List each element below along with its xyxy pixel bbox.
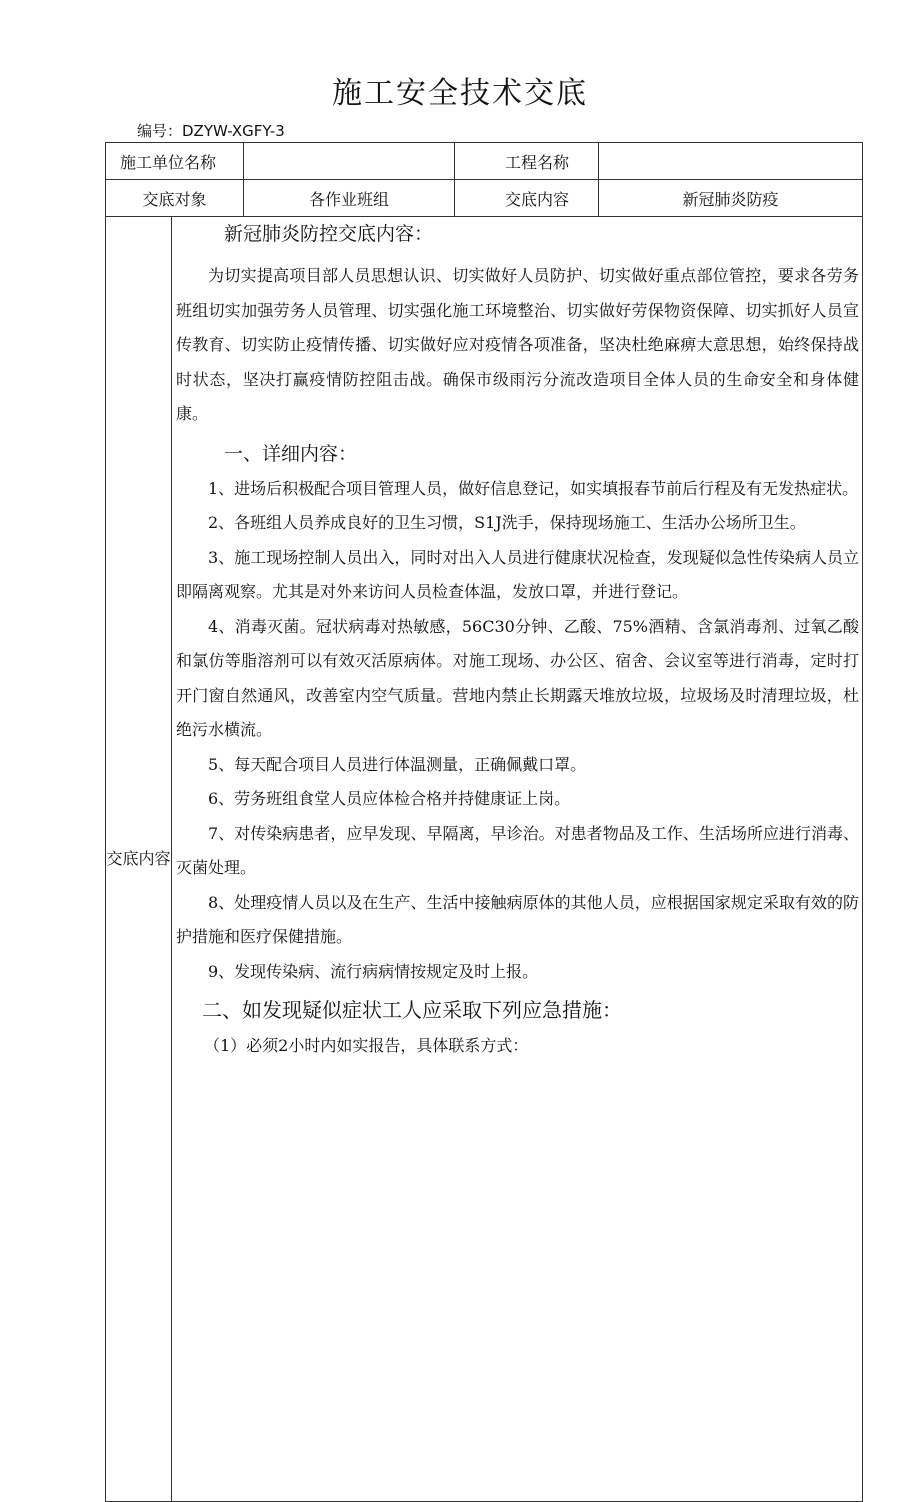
document-code: 编号：DZYW-XGFY-3 <box>137 122 285 140</box>
intro-paragraph: 为切实提高项目部人员思想认识、切实做好人员防护、切实做好重点部位管控，要求各劳务班组切实加强劳务人员管理、切实强化施工环境整治、切实做好劳保物资保障、切实抓好人员宣传教育、切实防止疫情传播、切实做好应对疫情各项准备，坚决杜绝麻痹大意思想，始终保持战时状态，坚决打赢疫情防控阻击战。确保市级雨污分流改造项目全体人员的生命安全和身体健康。 <box>176 266 860 423</box>
content-heading: 新冠肺炎防控交底内容： <box>224 223 434 245</box>
project-name-value[interactable] <box>599 143 863 180</box>
detail-item-7: 7、对传染病患者，应早发现、早隔离，早诊治。对患者物品及工作、生活场所应进行消毒、灭菌处理。 <box>176 823 860 877</box>
section-1-heading: 一、详细内容： <box>224 442 358 465</box>
detail-item-2: 2、各班组人员养成良好的卫生习惯，S1J洗手，保持现场施工、生活办公场所卫生。 <box>208 513 806 532</box>
content-body <box>172 217 862 1064</box>
briefing-content-label: 交底内容 <box>455 180 599 217</box>
content-cell <box>172 217 863 1502</box>
briefing-target-label: 交底对象 <box>106 180 244 217</box>
construction-unit-label: 施工单位名称 <box>106 143 244 180</box>
detail-item-1: 1、进场后积极配合项目管理人员，做好信息登记，如实填报春节前后行程及有无发热症状。 <box>208 478 859 498</box>
detail-item-4: 4、消毒灭菌。冠状病毒对热敏感，56C30分钟、乙酸、75%酒精、含氯消毒剂、过氧乙酸和氯仿等脂溶剂可以有效灭活原病体。对施工现场、办公区、宿舍、会议室等进行消毒，定时打开门窗自然通风，改善室内空气质量。营地内禁止长期露天堆放垃圾，垃圾场及时清理垃圾，杜绝污水横流。 <box>176 616 860 739</box>
briefing-content-value: 新冠肺炎防疫 <box>599 180 863 217</box>
content-row <box>106 217 863 1502</box>
detail-item-6: 6、劳务班组食堂人员应体检合格并持健康证上岗。 <box>208 789 571 808</box>
side-label-text: 交底内容 <box>106 849 171 868</box>
detail-item-9: 9、发现传染病、流行病病情按规定及时上报。 <box>208 961 539 981</box>
header-row-1 <box>106 143 863 180</box>
detail-item-5: 5、每天配合项目人员进行体温测量，正确佩戴口罩。 <box>208 754 587 774</box>
construction-unit-value[interactable] <box>244 143 455 180</box>
briefing-target-value: 各作业班组 <box>244 180 455 217</box>
emergency-item-1: （1）必须2小时内如实报告，具体联系方式： <box>204 1036 529 1055</box>
document-title: 施工安全技术交底 <box>332 76 588 111</box>
side-label <box>106 217 172 1502</box>
section-2-heading: 二、如发现疑似症状工人应采取下列应急措施： <box>202 998 622 1022</box>
detail-item-8: 8、处理疫情人员以及在生产、生活中接触病原体的其他人员，应根据国家规定采取有效的防护措施和医疗保健措施。 <box>176 892 860 946</box>
briefing-table <box>105 142 863 1502</box>
project-name-label: 工程名称 <box>455 143 599 180</box>
detail-item-3: 3、施工现场控制人员出入，同时对出入人员进行健康状况检查，发现疑似急性传染病人员立即隔离观察。尤其是对外来访问人员检查体温，发放口罩，并进行登记。 <box>176 547 860 601</box>
header-row-2 <box>106 180 863 217</box>
